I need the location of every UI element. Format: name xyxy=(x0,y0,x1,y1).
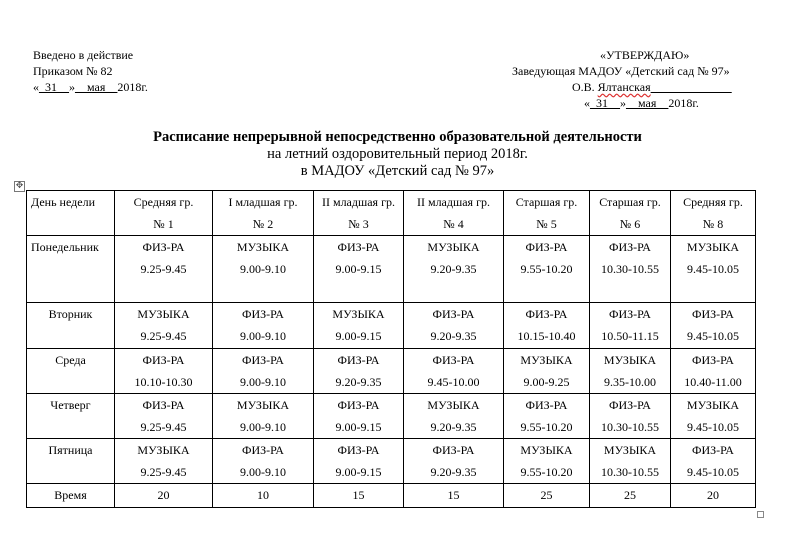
time-slot: 9.00-9.15 xyxy=(335,420,382,434)
time-slot: 10.30-10.55 xyxy=(601,262,659,276)
activity: МУЗЫКА xyxy=(427,240,480,254)
group-header: Средняя гр. № 8 xyxy=(671,191,756,236)
approval-signature-line: О.В. Ялтанская _____________ xyxy=(572,80,732,94)
duration-value: 25 xyxy=(504,484,590,508)
title-line2: на летний оздоровительный период 2018г. xyxy=(267,146,528,162)
approval-date: «_31__»__мая__2018г. xyxy=(584,96,699,110)
schedule-cell xyxy=(213,303,314,349)
activity: МУЗЫКА xyxy=(236,398,290,412)
schedule-cell xyxy=(404,349,504,394)
time-slot: 9.35-10.00 xyxy=(604,375,656,389)
day-cell: Среда xyxy=(27,349,115,394)
time-slot: 10.30-10.55 xyxy=(601,420,659,434)
group-header: Старшая гр. № 6 xyxy=(590,191,671,236)
activity: ФИЗ-РА xyxy=(142,353,185,367)
header-left-line2: Приказом № 82 xyxy=(33,64,113,78)
day-cell: Понедельник xyxy=(27,236,115,303)
table-move-handle-icon[interactable]: ✥ xyxy=(15,181,24,191)
activity: МУЗЫКА xyxy=(137,307,190,321)
time-slot: 10.40-11.00 xyxy=(684,375,742,389)
time-slot: 9.20-9.35 xyxy=(430,420,477,434)
time-slot: 9.20-9.35 xyxy=(430,329,477,343)
activity: ФИЗ-РА xyxy=(692,443,734,457)
header-left-line3: «_31__»__мая__2018г. xyxy=(33,80,148,94)
duration-row xyxy=(27,484,756,508)
duration-label: Время xyxy=(27,484,115,508)
schedule-cell xyxy=(671,349,756,394)
activity: МУЗЫКА xyxy=(603,443,657,457)
schedule-cell xyxy=(213,394,314,439)
schedule-cell xyxy=(404,394,504,439)
schedule-cell xyxy=(590,439,671,484)
time-slot: 9.00-9.10 xyxy=(240,262,286,276)
activity: МУЗЫКА xyxy=(520,443,573,457)
schedule-cell xyxy=(671,439,756,484)
duration-value: 25 xyxy=(590,484,671,508)
schedule-cell xyxy=(504,236,590,303)
document-title xyxy=(0,129,795,180)
activity: ФИЗ-РА xyxy=(525,307,568,321)
day-cell: Вторник xyxy=(27,303,115,349)
activity: ФИЗ-РА xyxy=(337,240,380,254)
header-day-of-week: День недели xyxy=(27,191,115,236)
activity: ФИЗ-РА xyxy=(337,443,380,457)
duration-value: 20 xyxy=(115,484,213,508)
time-slot: 9.25-9.45 xyxy=(140,420,187,434)
activity: ФИЗ-РА xyxy=(337,398,380,412)
time-slot: 9.45-10.05 xyxy=(687,465,739,479)
schedule-cell xyxy=(404,236,504,303)
table-row xyxy=(27,236,756,303)
activity: МУЗЫКА xyxy=(603,353,657,367)
activity: ФИЗ-РА xyxy=(142,240,185,254)
time-slot: 9.25-9.45 xyxy=(140,262,187,276)
activity: ФИЗ-РА xyxy=(525,398,568,412)
activity: ФИЗ-РА xyxy=(242,353,284,367)
time-slot: 10.30-10.55 xyxy=(601,465,659,479)
group-header: II младшая гр. № 4 xyxy=(404,191,504,236)
schedule-cell xyxy=(590,349,671,394)
schedule-cell xyxy=(213,439,314,484)
schedule-cell xyxy=(504,439,590,484)
schedule-cell xyxy=(213,236,314,303)
duration-value: 20 xyxy=(671,484,756,508)
activity: МУЗЫКА xyxy=(332,307,385,321)
table-row xyxy=(27,394,756,439)
activity: ФИЗ-РА xyxy=(609,307,651,321)
time-slot: 9.20-9.35 xyxy=(335,375,382,389)
schedule-cell xyxy=(504,394,590,439)
group-header: II младшая гр. № 3 xyxy=(314,191,404,236)
time-slot: 9.00-9.15 xyxy=(335,465,382,479)
title-line3: в МАДОУ «Детский сад № 97» xyxy=(300,163,495,179)
table-row xyxy=(27,439,756,484)
schedule-cell xyxy=(671,394,756,439)
approval-position: Заведующая МАДОУ «Детский сад № 97» xyxy=(512,64,730,78)
table-row xyxy=(27,349,756,394)
activity: ФИЗ-РА xyxy=(337,353,380,367)
activity: МУЗЫКА xyxy=(686,240,740,254)
time-slot: 9.55-10.20 xyxy=(520,262,573,276)
schedule-cell xyxy=(590,236,671,303)
schedule-cell xyxy=(115,236,213,303)
time-slot: 10.10-10.30 xyxy=(134,375,193,389)
schedule-cell xyxy=(404,439,504,484)
duration-value: 15 xyxy=(314,484,404,508)
activity: МУЗЫКА xyxy=(236,240,290,254)
duration-value: 15 xyxy=(404,484,504,508)
time-slot: 9.55-10.20 xyxy=(520,420,573,434)
time-slot: 9.45-10.05 xyxy=(687,420,739,434)
activity: ФИЗ-РА xyxy=(692,353,734,367)
table-header-row xyxy=(27,191,756,236)
activity: ФИЗ-РА xyxy=(242,307,284,321)
schedule-table xyxy=(26,190,756,508)
schedule-cell xyxy=(671,303,756,349)
time-slot: 9.45-10.00 xyxy=(427,375,480,389)
day-cell: Четверг xyxy=(27,394,115,439)
schedule-cell xyxy=(115,349,213,394)
activity: МУЗЫКА xyxy=(520,353,573,367)
schedule-cell xyxy=(314,394,404,439)
time-slot: 9.20-9.35 xyxy=(430,465,477,479)
schedule-cell xyxy=(590,303,671,349)
schedule-cell xyxy=(504,303,590,349)
activity: ФИЗ-РА xyxy=(142,398,185,412)
time-slot: 10.15-10.40 xyxy=(517,329,576,343)
time-slot: 9.20-9.35 xyxy=(430,262,477,276)
schedule-cell xyxy=(504,349,590,394)
activity: ФИЗ-РА xyxy=(609,240,651,254)
header-left-line1: Введено в действие xyxy=(33,48,134,62)
schedule-cell xyxy=(115,394,213,439)
schedule-cell xyxy=(115,439,213,484)
header-left xyxy=(33,47,148,95)
schedule-cell xyxy=(671,236,756,303)
schedule-cell xyxy=(404,303,504,349)
approval-title: «УТВЕРЖДАЮ» xyxy=(600,48,690,62)
time-slot: 9.00-9.10 xyxy=(240,420,286,434)
time-slot: 9.55-10.20 xyxy=(520,465,573,479)
activity: ФИЗ-РА xyxy=(609,398,651,412)
activity: ФИЗ-РА xyxy=(432,353,475,367)
time-slot: 9.25-9.45 xyxy=(140,465,187,479)
schedule-cell xyxy=(314,349,404,394)
time-slot: 9.45-10.05 xyxy=(687,329,739,343)
time-slot: 9.00-9.10 xyxy=(240,465,286,479)
surname: Ялтанская xyxy=(597,80,651,94)
day-cell: Пятница xyxy=(27,439,115,484)
activity: МУЗЫКА xyxy=(686,398,740,412)
schedule-cell xyxy=(314,236,404,303)
schedule-cell xyxy=(314,439,404,484)
time-slot: 9.00-9.15 xyxy=(335,329,382,343)
time-slot: 9.00-9.10 xyxy=(240,329,286,343)
activity: ФИЗ-РА xyxy=(432,307,475,321)
schedule-cell xyxy=(314,303,404,349)
time-slot: 9.00-9.10 xyxy=(240,375,286,389)
duration-value: 10 xyxy=(213,484,314,508)
table-resize-handle[interactable] xyxy=(757,511,764,518)
header-right xyxy=(512,47,762,111)
group-header: Средняя гр. № 1 xyxy=(115,191,213,236)
table-row xyxy=(27,303,756,349)
activity: ФИЗ-РА xyxy=(432,443,475,457)
activity: МУЗЫКА xyxy=(427,398,480,412)
activity: ФИЗ-РА xyxy=(242,443,284,457)
time-slot: 9.45-10.05 xyxy=(687,262,739,276)
activity: ФИЗ-РА xyxy=(525,240,568,254)
activity: МУЗЫКА xyxy=(137,443,190,457)
schedule-cell xyxy=(590,394,671,439)
schedule-cell xyxy=(213,349,314,394)
time-slot: 9.00-9.25 xyxy=(523,375,570,389)
time-slot: 10.50-11.15 xyxy=(601,329,659,343)
activity: ФИЗ-РА xyxy=(692,307,734,321)
title-line1: Расписание непрерывной непосредственно образовательной деятельности xyxy=(153,129,642,145)
schedule-cell xyxy=(115,303,213,349)
group-header: Старшая гр. № 5 xyxy=(504,191,590,236)
time-slot: 9.00-9.15 xyxy=(335,262,382,276)
time-slot: 9.25-9.45 xyxy=(140,329,187,343)
group-header: I младшая гр. № 2 xyxy=(213,191,314,236)
